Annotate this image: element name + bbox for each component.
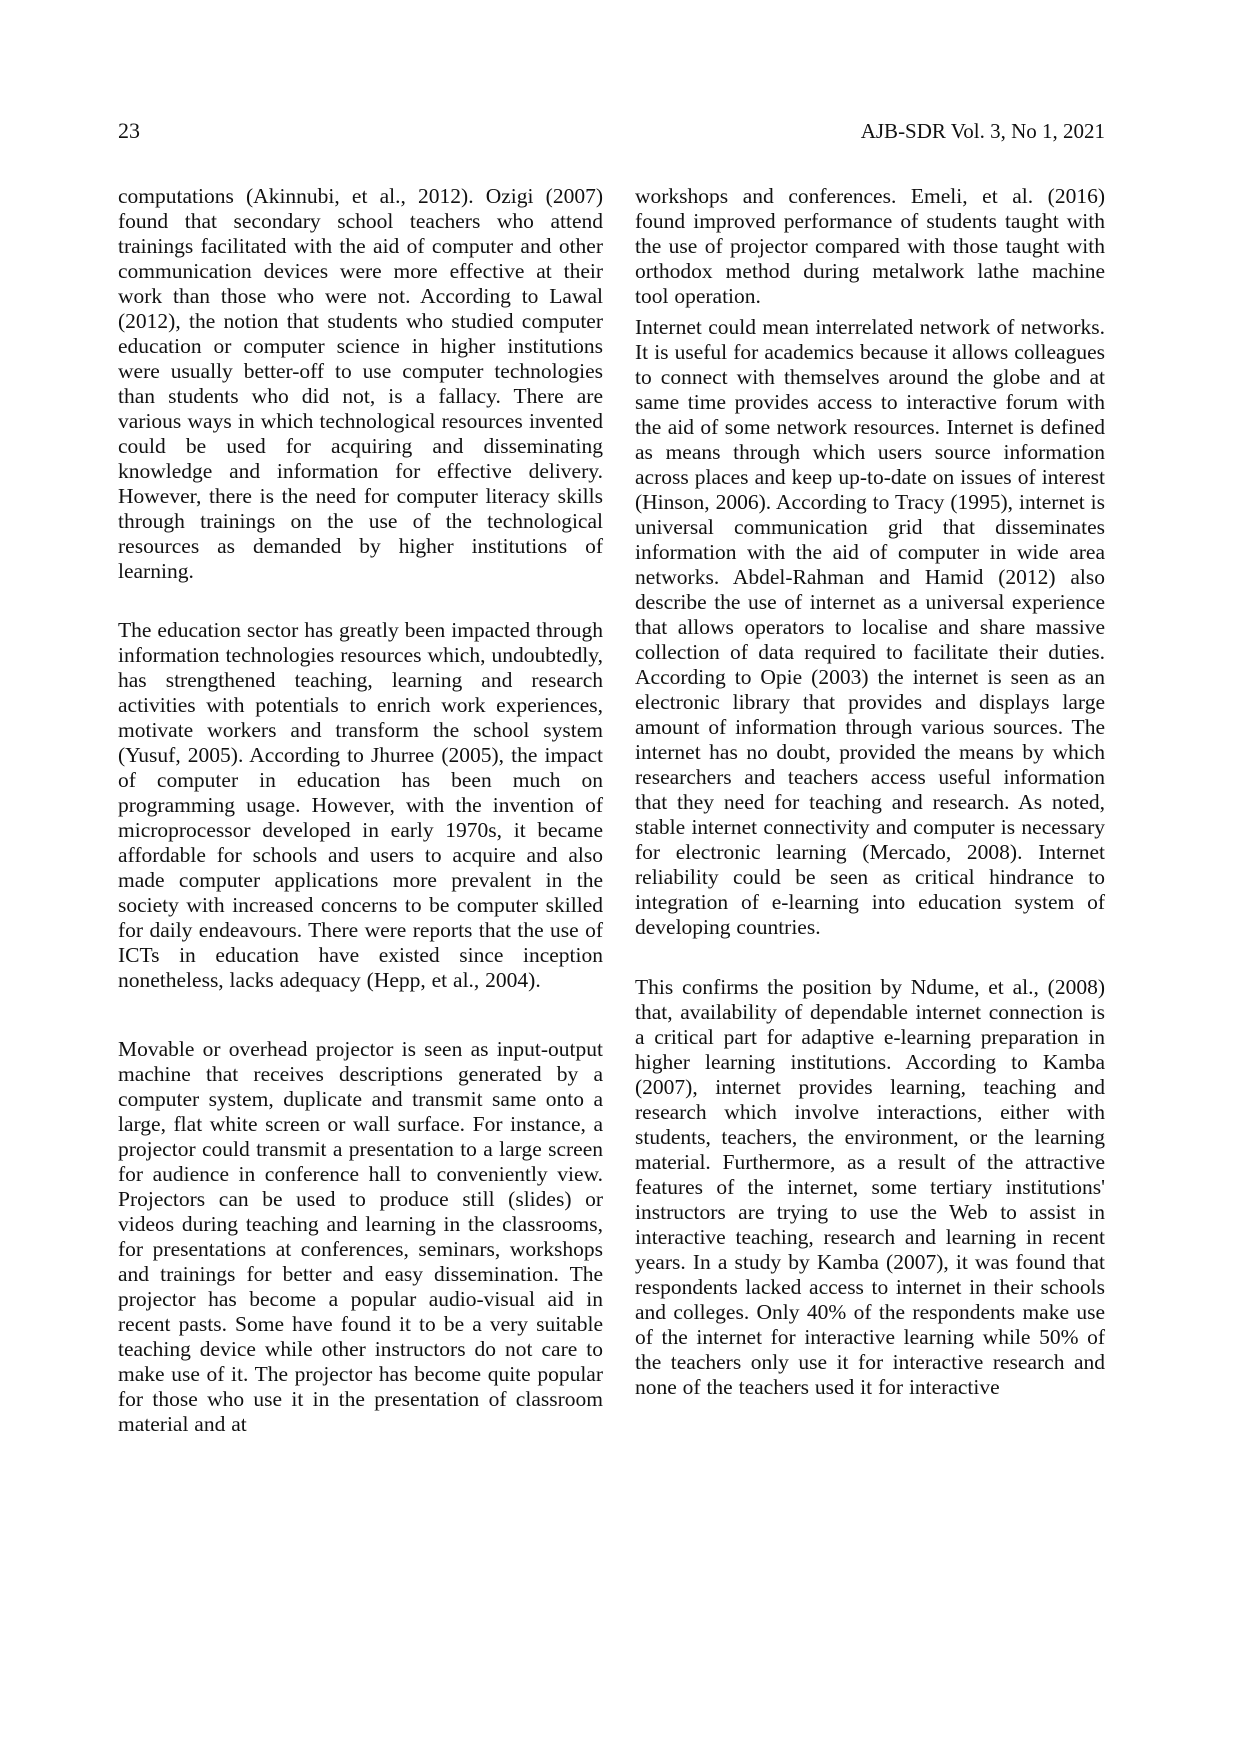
paragraph-left-1: computations (Akinnubi, et al., 2012). Ozigi (2007) found that secondary school teachers who attend trainings facilitated with the aid of computer and other communication devices were more effective at their work than those who were not. According to Lawal (2012), the notion that students who studied computer education or computer science in higher institutions were usually better-off to use computer technologies than students who did not, is a fallacy. There are various ways in which technological resources invented could be used for acquiring and disseminating knowledge and information for effective delivery. However, there is the need for computer literacy skills through trainings on the use of the technological resources as demanded by higher institutions of learning. <box>118 184 603 583</box>
article-body <box>118 184 1105 1437</box>
page-header <box>118 118 1105 144</box>
right-column <box>635 184 1105 1437</box>
paragraph-left-2: The education sector has greatly been impacted through information technologies resources which, undoubtedly, has strengthened teaching, learning and research activities with potentials to enrich work experiences, motivate workers and transform the school system (Yusuf, 2005). According to Jhurree (2005), the impact of computer in education has been much on programming usage. However, with the invention of microprocessor developed in early 1970s, it became affordable for schools and users to acquire and also made computer applications more prevalent in the society with increased concerns to be computer skilled for daily endeavours. There were reports that the use of ICTs in education have existed since inception nonetheless, lacks adequacy (Hepp, et al., 2004). <box>118 618 603 992</box>
left-column <box>118 184 603 1437</box>
paragraph-right-3: This confirms the position by Ndume, et al., (2008) that, availability of dependable internet connection is a critical part for adaptive e-learning preparation in higher learning institutions. According to Kamba (2007), internet provides learning, teaching and research which involve interactions, either with students, teachers, the environment, or the learning material. Furthermore, as a result of the attractive features of the internet, some tertiary institutions' instructors are trying to use the Web to assist in interactive teaching, research and learning in recent years. In a study by Kamba (2007), it was found that respondents lacked access to internet in their schools and colleges. Only 40% of the respondents make use of the internet for interactive learning while 50% of the teachers only use it for interactive research and none of the teachers used it for interactive <box>635 975 1105 1399</box>
journal-reference: AJB-SDR Vol. 3, No 1, 2021 <box>860 119 1105 143</box>
page-number: 23 <box>118 118 140 143</box>
paragraph-right-1: workshops and conferences. Emeli, et al. (2016) found improved performance of students taught with the use of projector compared with those taught with orthodox method during metalwork lathe machine tool operation. <box>635 184 1105 308</box>
paragraph-right-2: Internet could mean interrelated network of networks. It is useful for academics because it allows colleagues to connect with themselves around the globe and at same time provides access to interactive forum with the aid of some network resources. Internet is defined as means through which users source information across places and keep up-to-date on issues of interest (Hinson, 2006). According to Tracy (1995), internet is universal communication grid that disseminates information with the aid of computer in wide area networks. Abdel-Rahman and Hamid (2012) also describe the use of internet as a universal experience that allows operators to localise and share massive collection of data required to facilitate their duties. According to Opie (2003) the internet is seen as an electronic library that provides and displays large amount of information through various sources. The internet has no doubt, provided the means by which researchers and teachers access useful information that they need for teaching and research. As noted, stable internet connectivity and computer is necessary for electronic learning (Mercado, 2008). Internet reliability could be seen as critical hindrance to integration of e-learning into education system of developing countries. <box>635 315 1105 939</box>
paragraph-left-3: Movable or overhead projector is seen as input-output machine that receives descriptions generated by a computer system, duplicate and transmit same onto a large, flat white screen or wall surface. For instance, a projector could transmit a presentation to a large screen for audience in conference hall to conveniently view. Projectors can be used to produce still (slides) or videos during teaching and learning in the classrooms, for presentations at conferences, seminars, workshops and trainings for better and easy dissemination. The projector has become a popular audio-visual aid in recent pasts. Some have found it to be a very suitable teaching device while other instructors do not care to make use of it. The projector has become quite popular for those who use it in the presentation of classroom material and at <box>118 1037 603 1436</box>
